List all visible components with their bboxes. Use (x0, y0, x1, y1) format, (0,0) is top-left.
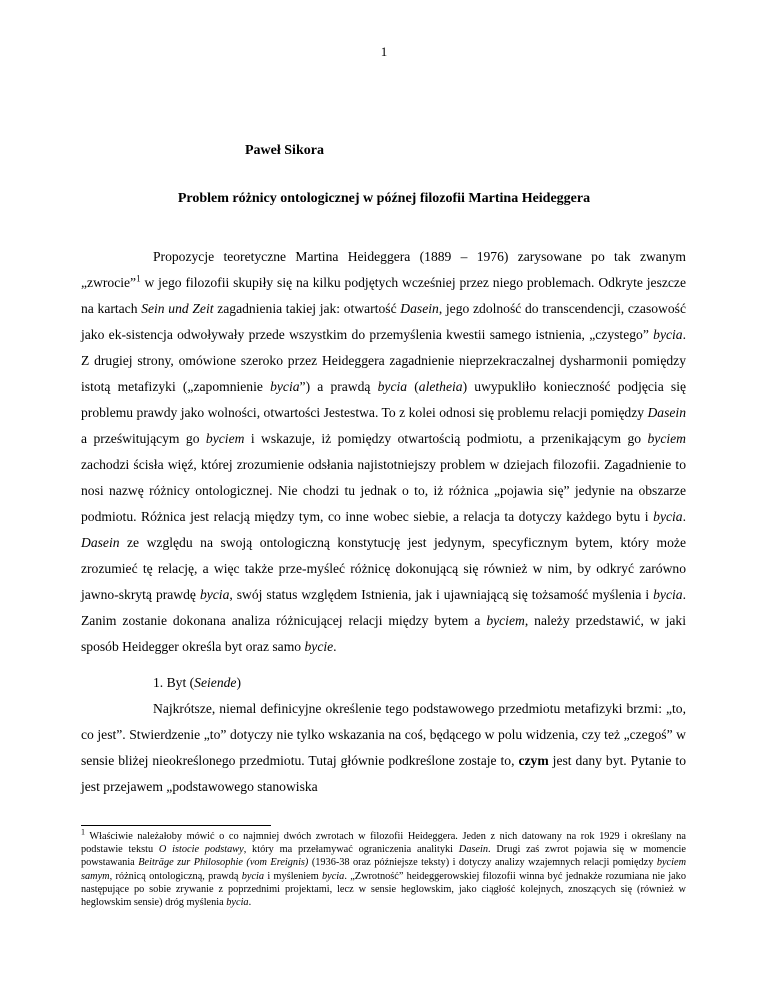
section-paragraph: Najkrótsze, niemal definicyjne określenie tego podstawowego przedmiotu metafizyki brzmi: „to, co jest”. Stwierdzenie „to” dotyczy nie tylko wskazania na coś, będącego w polu widzenia, czy też „czegoś” w sensie bliżej nieokreślonego przedmiotu. Tutaj głównie podkreślone zostaje to, czym jest dany byt. Pytanie to jest przejawem „podstawowego stanowiska (81, 701, 686, 794)
paper-title: Problem różnicy ontologicznej w późnej filozofii Martina Heideggera (177, 191, 591, 206)
author-name: Paweł Sikora (245, 143, 324, 158)
footnote-marker: 1 (81, 827, 85, 837)
page-number: 1 (380, 44, 388, 59)
footnote-divider (81, 825, 271, 826)
body-text (81, 244, 686, 800)
footnote: $^1$ Właściwie należałoby mówić o co najmniej dwóch zwrotach w filozofii Heideggera. Jeden z nich datowany na rok 1929 i określany na podstawie tekstu O istocie podstawy, który ma przełamywać ograniczenia analityki Dasein. Drugi zaś zwrot pojawia się w momencie powstawania Beiträge zur Philosophie (vom Ereignis) (1936-38 oraz późniejsze teksty) i dotyczy analizy wzajemnych relacji pomiędzy byciem samym, różnicą ontologiczną, prawdą bycia i myśleniem bycia. „Zwrotność” heideggerowskiej filozofii winna być jednakże rozumiana nie jako następujące po sobie zrywanie z poprzednimi projektami, lecz w sensie heglowskim, jako ciągłość kolejnych, znoszących się (również w heglowskim sensie) dróg myślenia bycia. (81, 827, 686, 909)
footnote-ref[interactable]: 1 (136, 273, 141, 284)
section-heading: 1. Byt (Seiende) (153, 675, 241, 690)
intro-paragraph: Propozycje teoretyczne Martina Heideggera (1889 – 1976) zarysowane po tak zwanym „zwrocie”$^1$ w jego filozofii skupiły się na kilku podjętych wcześniej przez niego problemach. Odkryte jeszcze na kartach Sein und Zeit zagadnienia takiej jak: otwartość Dasein, jego zdolność do transcendencji, czasowość jako ek-sistencja odwoływały przede wszystkim do przemyślenia kwestii samego istnienia, „czystego” bycia. Z drugiej strony, omówione szeroko przez Heideggera zagadnienie nieprzekraczalnej dysharmonii pomiędzy istotą metafizyki („zapomnienie bycia”) a prawdą bycia (aletheia) uwypukliło konieczność podjęcia się problemu prawdy jako wolności, otwartości Jestestwa. To z kolei odnosi się problemu relacji pomiędzy Dasein a prześwitującym go byciem i wskazuje, iż pomiędzy otwartością podmiotu, a przenikającym go byciem zachodzi ścisła więź, której zrozumienie odsłania najistotniejszy problem w dziejach filozofii. Zagadnienie to nosi nazwę różnicy ontologicznej. Nie chodzi tu jednak o to, iż różnica „pojawia się” jedynie na obszarze podmiotu. Różnica jest relacją między tym, co inne wobec siebie, a relacja ta dotyczy każdego bytu i bycia. Dasein ze względu na swoją ontologiczną konstytucję jest jedynym, specyficznym bytem, który może zrozumieć tę relację, a więc także prze-myśleć różnicę dokonującą się również w nim, by odkryć zarówno jawno-skrytą prawdę bycia, swój status względem Istnienia, jak i ujawniającą się tożsamość myślenia i bycia. Zanim zostanie dokonana analiza różnicującej relacji między bytem a byciem, należy przedstawić, w jaki sposób Heidegger określa byt oraz samo bycie. (81, 249, 687, 654)
